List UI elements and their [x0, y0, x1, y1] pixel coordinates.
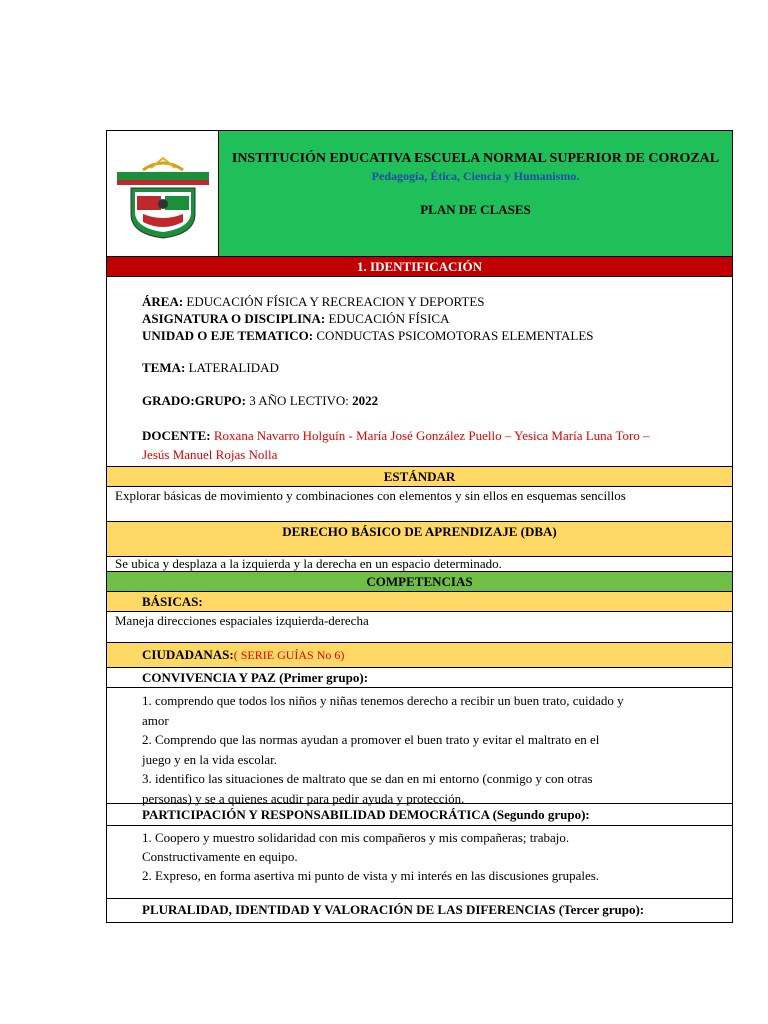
competencies-heading: COMPETENCIAS	[107, 572, 732, 592]
area-line: ÁREA: EDUCACIÓN FÍSICA Y RECREACION Y DEPORTES	[142, 294, 485, 309]
dba-text: Se ubica y desplaza a la izquierda y la derecha en un espacio determinado.	[107, 557, 732, 572]
school-logo-cell	[107, 131, 219, 256]
header-title-cell	[219, 131, 732, 256]
lesson-plan-table	[106, 130, 733, 923]
header-row	[107, 131, 732, 257]
identification-section	[107, 277, 732, 467]
grade-line: GRADO:GRUPO: 3 AÑO LECTIVO: 2022	[142, 393, 379, 408]
teacher-line: DOCENTE: Roxana Navarro Holguín - María José González Puello – Yesica María Luna Toro –	[142, 428, 650, 443]
group2-heading: PARTICIPACIÓN Y RESPONSABILIDAD DEMOCRÁTICA (Segundo grupo):	[107, 804, 732, 826]
standard-heading: ESTÁNDAR	[107, 467, 732, 487]
list-item: juego y en la vida escolar.	[142, 751, 278, 767]
teacher-line-2: Jesús Manuel Rojas Nolla	[142, 447, 278, 462]
group1-heading: CONVIVENCIA Y PAZ (Primer grupo):	[107, 668, 732, 688]
institution-motto: Pedagogía, Ética, Ciencia y Humanismo.	[371, 169, 580, 183]
citizen-competencies-label: CIUDADANAS:( SERIE GUÍAS No 6)	[107, 643, 732, 668]
basic-competencies-text: Maneja direcciones espaciales izquierda-derecha	[107, 612, 732, 643]
basic-competencies-label: BÁSICAS:	[107, 592, 732, 612]
document-title: PLAN DE CLASES	[420, 202, 531, 217]
list-item: Constructivamente en equipo.	[142, 849, 298, 864]
list-item: 1. Coopero y muestro solidaridad con mis compañeros y mis compañeras; trabajo.	[142, 830, 570, 845]
standard-text: Explorar básicas de movimiento y combinaciones con elementos y sin ellos en esquemas sencillos	[107, 487, 732, 522]
dba-heading: DERECHO BÁSICO DE APRENDIZAJE (DBA)	[107, 522, 732, 557]
list-item: 1. comprendo que todos los niños y niñas tenemos derecho a recibir un buen trato, cuidado y	[142, 693, 624, 708]
group2-items	[107, 826, 732, 899]
list-item: amor	[142, 712, 169, 728]
group1-items	[107, 688, 732, 804]
identification-heading: 1. IDENTIFICACIÓN	[107, 257, 732, 277]
list-item: personas) y se a quienes acudir para pedir ayuda y protección.	[142, 790, 465, 806]
group3-heading: PLURALIDAD, IDENTIDAD Y VALORACIÓN DE LAS DIFERENCIAS (Tercer grupo):	[142, 902, 645, 917]
school-crest-icon	[113, 148, 213, 240]
list-item: 3. identifico las situaciones de maltrato que se dan en mi entorno (conmigo y con otras	[142, 771, 593, 786]
topic-line: TEMA: LATERALIDAD	[142, 360, 279, 375]
subject-line: ASIGNATURA O DISCIPLINA: EDUCACIÓN FÍSICA	[142, 311, 450, 326]
unit-line: UNIDAD O EJE TEMATICO: CONDUCTAS PSICOMOTORAS ELEMENTALES	[142, 328, 594, 343]
institution-name: INSTITUCIÓN EDUCATIVA ESCUELA NORMAL SUPERIOR DE COROZAL	[231, 151, 720, 166]
list-item: 2. Expreso, en forma asertiva mi punto de vista y mi interés en las discusiones grupales.	[142, 868, 600, 883]
list-item: 2. Comprendo que las normas ayudan a promover el buen trato y evitar el maltrato en el	[142, 732, 600, 747]
